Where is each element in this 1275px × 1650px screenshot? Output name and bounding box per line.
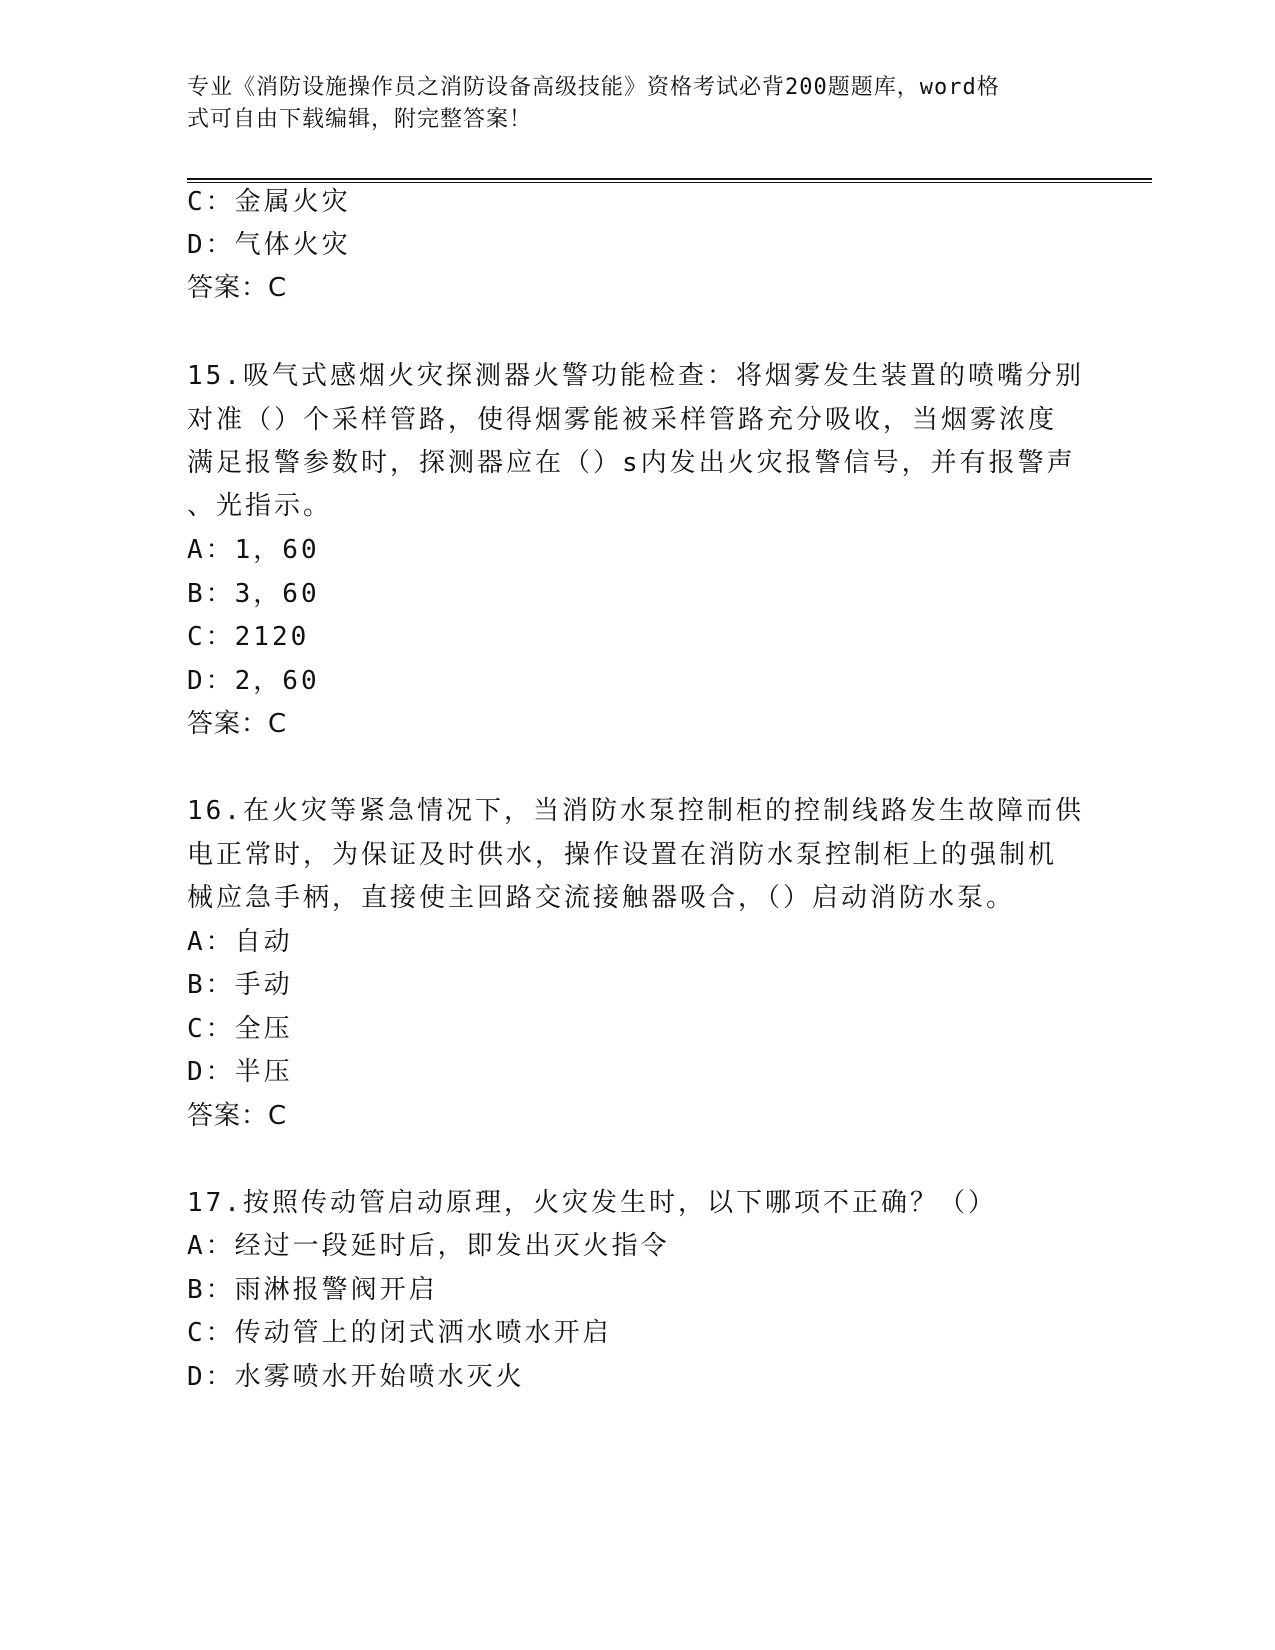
option-d: D：水雾喷水开始喷水灭火: [187, 1362, 525, 1392]
header-title-line-1: 专业《消防设施操作员之消防设备高级技能》资格考试必背200题题库，word格: [187, 75, 1000, 100]
header-rule-thick: [187, 178, 1152, 180]
header-title-line-2: 式可自由下载编辑，附完整答案！: [187, 107, 533, 132]
option-a: A：自动: [187, 927, 293, 957]
option-b: B：雨淋报警阀开启: [187, 1275, 438, 1305]
option-d: D：气体火灾: [187, 230, 351, 260]
question-stem-line: 电正常时，为保证及时供水，操作设置在消防水泵控制柜上的强制机: [187, 840, 1058, 870]
option-c: C：全压: [187, 1014, 293, 1044]
question-stem-line: 满足报警参数时，探测器应在（）s内发出火灾报警信号，并有报警声: [187, 448, 1076, 478]
option-a: A：经过一段延时后，即发出灭火指令: [187, 1231, 670, 1261]
answer-line: 答案：C: [187, 709, 288, 739]
option-b: B：3，60: [187, 579, 320, 609]
answer-line: 答案：C: [187, 273, 288, 303]
question-stem-line: 15.吸气式感烟火灾探测器火警功能检查：将烟雾发生装置的喷嘴分别: [187, 361, 1084, 391]
question-stem-line: 对准（）个采样管路，使得烟雾能被采样管路充分吸收，当烟雾浓度: [187, 405, 1058, 435]
document-header: [187, 72, 1087, 136]
answer-line: 答案：C: [187, 1101, 288, 1131]
option-a: A：1，60: [187, 535, 320, 565]
question-stem-line: 16.在火灾等紧急情况下，当消防水泵控制柜的控制线路发生故障而供: [187, 796, 1084, 826]
option-b: B：手动: [187, 970, 293, 1000]
option-c: C：传动管上的闭式洒水喷水开启: [187, 1318, 612, 1348]
question-stem-line: 、光指示。: [187, 491, 333, 521]
option-c: C：2120: [187, 622, 310, 652]
option-d: D：半压: [187, 1057, 293, 1087]
question-stem-line: 械应急手柄，直接使主回路交流接触器吸合，（）启动消防水泵。: [187, 883, 1016, 913]
option-c: C：金属火灾: [187, 187, 351, 217]
question-stem-line: 17.按照传动管启动原理，火灾发生时，以下哪项不正确？（）: [187, 1188, 997, 1218]
option-d: D：2，60: [187, 666, 320, 696]
